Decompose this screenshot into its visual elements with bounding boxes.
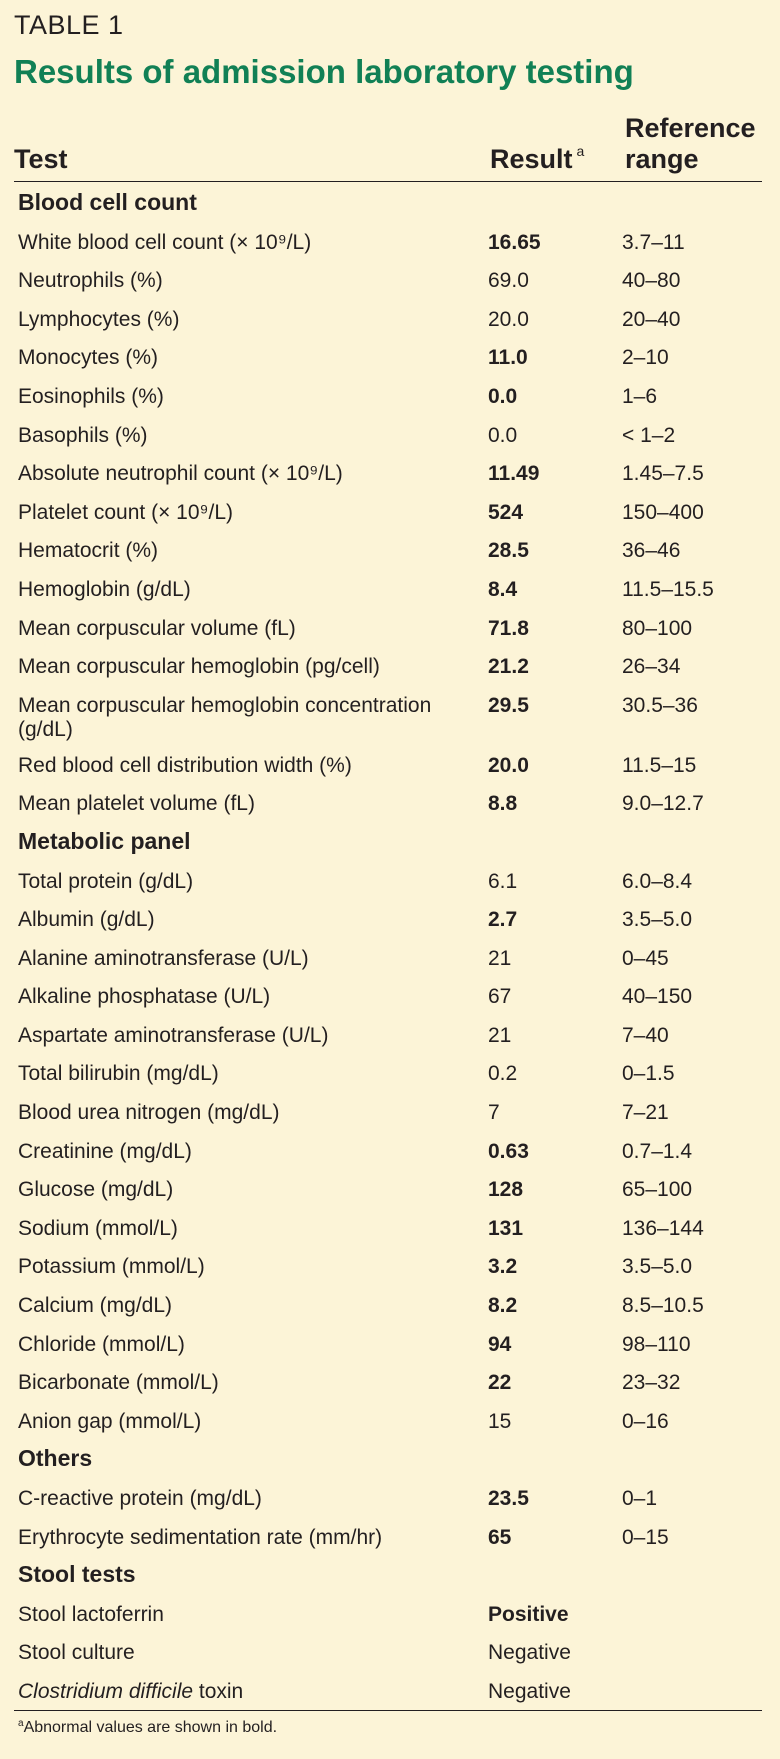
test-name: Mean corpuscular hemoglobin (pg/cell) [18, 655, 380, 679]
table-row [14, 1169, 762, 1208]
footnote [14, 1711, 762, 1737]
test-name: Alkaline phosphatase (U/L) [18, 985, 271, 1009]
result-value: 21.2 [488, 655, 529, 679]
reference-range: 0–15 [622, 1525, 669, 1549]
result-value: 8.2 [488, 1294, 518, 1318]
column-header-reference-line2: range [625, 144, 699, 174]
reference-range: 2–10 [622, 346, 669, 370]
table-row [14, 1131, 762, 1170]
result-value: 23.5 [488, 1487, 529, 1510]
reference-range: 3.5–5.0 [622, 908, 693, 932]
reference-range: 40–80 [622, 269, 681, 293]
result-value: 94 [488, 1332, 512, 1356]
section-title: Others [18, 1445, 93, 1472]
table-row [14, 608, 762, 647]
reference-range: 23–32 [622, 1371, 681, 1395]
table-row [14, 415, 762, 454]
result-value: 11.49 [488, 462, 540, 486]
test-name: Stool culture [18, 1641, 135, 1665]
reference-range: 3.7–11 [622, 230, 685, 254]
column-header-result [490, 143, 584, 175]
reference-range: 0–45 [622, 946, 669, 970]
result-value: 65 [488, 1525, 512, 1549]
reference-range: 0–16 [622, 1409, 669, 1433]
table-row [14, 1208, 762, 1247]
column-header-reference [625, 113, 780, 175]
test-name: Bicarbonate (mmol/L) [18, 1371, 219, 1395]
section-title: Metabolic panel [18, 827, 191, 854]
test-name: Total protein (g/dL) [18, 869, 194, 893]
result-value: 2.7 [488, 908, 518, 932]
reference-range: 26–34 [622, 655, 681, 679]
test-name: Platelet count (× 10⁹/L) [18, 500, 234, 524]
table-row [14, 222, 762, 261]
test-name: Anion gap (mmol/L) [18, 1409, 202, 1433]
test-name: Potassium (mmol/L) [18, 1255, 205, 1279]
result-value: 0.63 [488, 1139, 529, 1163]
result-value: 67 [488, 985, 512, 1009]
table-row [14, 1246, 762, 1285]
table-row [14, 1053, 762, 1092]
result-value: Negative [488, 1641, 571, 1665]
reference-range: 11.5–15.5 [622, 577, 714, 601]
table-row [14, 1285, 762, 1324]
test-name: Hemoglobin (g/dL) [18, 577, 191, 601]
reference-range: < 1–2 [622, 423, 676, 447]
table-row [14, 569, 762, 608]
test-name: Neutrophils (%) [18, 269, 163, 293]
test-name: Eosinophils (%) [18, 384, 164, 408]
reference-range: 9.0–12.7 [622, 792, 704, 816]
result-value: 21 [488, 1023, 512, 1047]
result-value: 28.5 [488, 539, 529, 563]
test-name: Aspartate aminotransferase (U/L) [18, 1023, 329, 1047]
table-header [14, 95, 762, 181]
reference-range: 0.7–1.4 [622, 1139, 693, 1163]
table-row [14, 1478, 762, 1517]
result-value: 71.8 [488, 616, 529, 640]
table-row [14, 1362, 762, 1401]
table-row [14, 783, 762, 822]
reference-range: 80–100 [622, 616, 693, 640]
test-name: Alanine aminotransferase (U/L) [18, 946, 309, 970]
test-name: Red blood cell distribution width (%) [18, 753, 352, 777]
footnote-text: Abnormal values are shown in bold. [23, 1718, 278, 1736]
result-value: 69.0 [488, 269, 529, 293]
table-row [14, 938, 762, 977]
test-name-rest: toxin [193, 1679, 244, 1703]
test-name: Erythrocyte sedimentation rate (mm/hr) [18, 1525, 383, 1549]
table-row [14, 1092, 762, 1131]
result-value: 128 [488, 1178, 524, 1202]
test-name [18, 1680, 468, 1704]
table-title: Results of admission laboratory testing [14, 53, 634, 90]
footnote-marker: a [576, 143, 585, 159]
table-row [14, 646, 762, 685]
test-name: Hematocrit (%) [18, 539, 159, 563]
test-name: Lymphocytes (%) [18, 307, 180, 331]
result-value: 20.0 [488, 753, 529, 777]
result-value: 29.5 [488, 693, 529, 717]
reference-range: 8.5–10.5 [622, 1294, 704, 1318]
test-name: Chloride (mmol/L) [18, 1332, 185, 1356]
test-name: C-reactive protein (mg/dL) [18, 1487, 262, 1510]
reference-range: 136–144 [622, 1216, 704, 1240]
test-name-italic: Clostridium difficile [18, 1679, 194, 1703]
result-value: 21 [488, 946, 512, 970]
reference-range: 150–400 [622, 500, 704, 524]
reference-range: 65–100 [622, 1178, 693, 1202]
test-name: Stool lactoferrin [18, 1602, 164, 1626]
test-name: Mean corpuscular hemoglobin concentration (g/dL) [18, 693, 432, 741]
test-name: Creatinine (mg/dL) [18, 1139, 192, 1163]
section-header [14, 183, 762, 222]
test-name: Glucose (mg/dL) [18, 1178, 174, 1202]
section-title: Blood cell count [18, 189, 197, 215]
reference-range: 7–21 [622, 1101, 669, 1125]
result-value: 6.1 [488, 869, 518, 893]
test-name: Absolute neutrophil count (× 10⁹/L) [18, 462, 343, 486]
test-name: Basophils (%) [18, 423, 148, 447]
result-value: 131 [488, 1216, 524, 1240]
table-row [14, 1015, 762, 1054]
result-value: 20.0 [488, 307, 529, 331]
table-row [14, 337, 762, 376]
result-value: Positive [488, 1602, 569, 1626]
result-value: 3.2 [488, 1255, 518, 1279]
result-value: 524 [488, 500, 524, 524]
test-name: Monocytes (%) [18, 346, 159, 370]
section-title: Stool tests [18, 1561, 136, 1588]
table-label: TABLE 1 [14, 10, 124, 40]
reference-range: 1.45–7.5 [622, 462, 704, 486]
table-row [14, 1632, 762, 1671]
result-value: 0.0 [488, 423, 518, 447]
reference-range: 20–40 [622, 307, 681, 331]
section-header [14, 1555, 762, 1594]
table-row [14, 1324, 762, 1363]
table-row [14, 1401, 762, 1440]
table-row [14, 530, 762, 569]
reference-range: 7–40 [622, 1023, 669, 1047]
table-row [14, 1671, 762, 1710]
table-row [14, 976, 762, 1015]
section-header [14, 1439, 762, 1478]
reference-range: 11.5–15 [622, 753, 697, 777]
result-value: 0.2 [488, 1062, 518, 1086]
result-value: 22 [488, 1371, 512, 1395]
section-header [14, 822, 762, 861]
table-row [14, 492, 762, 531]
test-name: Albumin (g/dL) [18, 908, 155, 932]
result-value: 8.8 [488, 792, 518, 816]
table-body [14, 182, 762, 1710]
reference-range: 1–6 [622, 384, 658, 408]
result-value: 0.0 [488, 384, 518, 408]
result-value: 15 [488, 1409, 512, 1433]
table-row [14, 685, 762, 745]
footnote-mark: a [18, 1717, 24, 1729]
table-row [14, 899, 762, 938]
table-row [14, 376, 762, 415]
column-header-reference-line1: Reference [625, 113, 756, 143]
column-header-result-label: Result [490, 144, 573, 174]
reference-range: 30.5–36 [622, 693, 698, 717]
column-header-test: Test [14, 144, 68, 174]
test-name: Mean corpuscular volume (fL) [18, 616, 296, 640]
test-name: Blood urea nitrogen (mg/dL) [18, 1101, 280, 1125]
reference-range: 98–110 [622, 1332, 691, 1356]
test-name: Calcium (mg/dL) [18, 1294, 173, 1318]
table-row [14, 453, 762, 492]
reference-range: 0–1.5 [622, 1062, 675, 1086]
table-row [14, 745, 762, 784]
table-row [14, 299, 762, 338]
table-row [14, 1517, 762, 1556]
reference-range: 40–150 [622, 985, 693, 1009]
reference-range: 3.5–5.0 [622, 1255, 693, 1279]
table-row [14, 861, 762, 900]
reference-range: 36–46 [622, 539, 681, 563]
test-name: Mean platelet volume (fL) [18, 792, 255, 816]
table-row [14, 260, 762, 299]
result-value: 7 [488, 1101, 500, 1125]
result-value: 11.0 [488, 346, 528, 370]
reference-range: 0–1 [622, 1487, 658, 1510]
result-value: 16.65 [488, 230, 541, 254]
test-name: Sodium (mmol/L) [18, 1216, 178, 1240]
table-row [14, 1594, 762, 1633]
test-name: White blood cell count (× 10⁹/L) [18, 230, 312, 254]
test-name: Total bilirubin (mg/dL) [18, 1062, 219, 1086]
result-value: Negative [488, 1679, 571, 1703]
result-value: 8.4 [488, 577, 518, 601]
reference-range: 6.0–8.4 [622, 869, 693, 893]
